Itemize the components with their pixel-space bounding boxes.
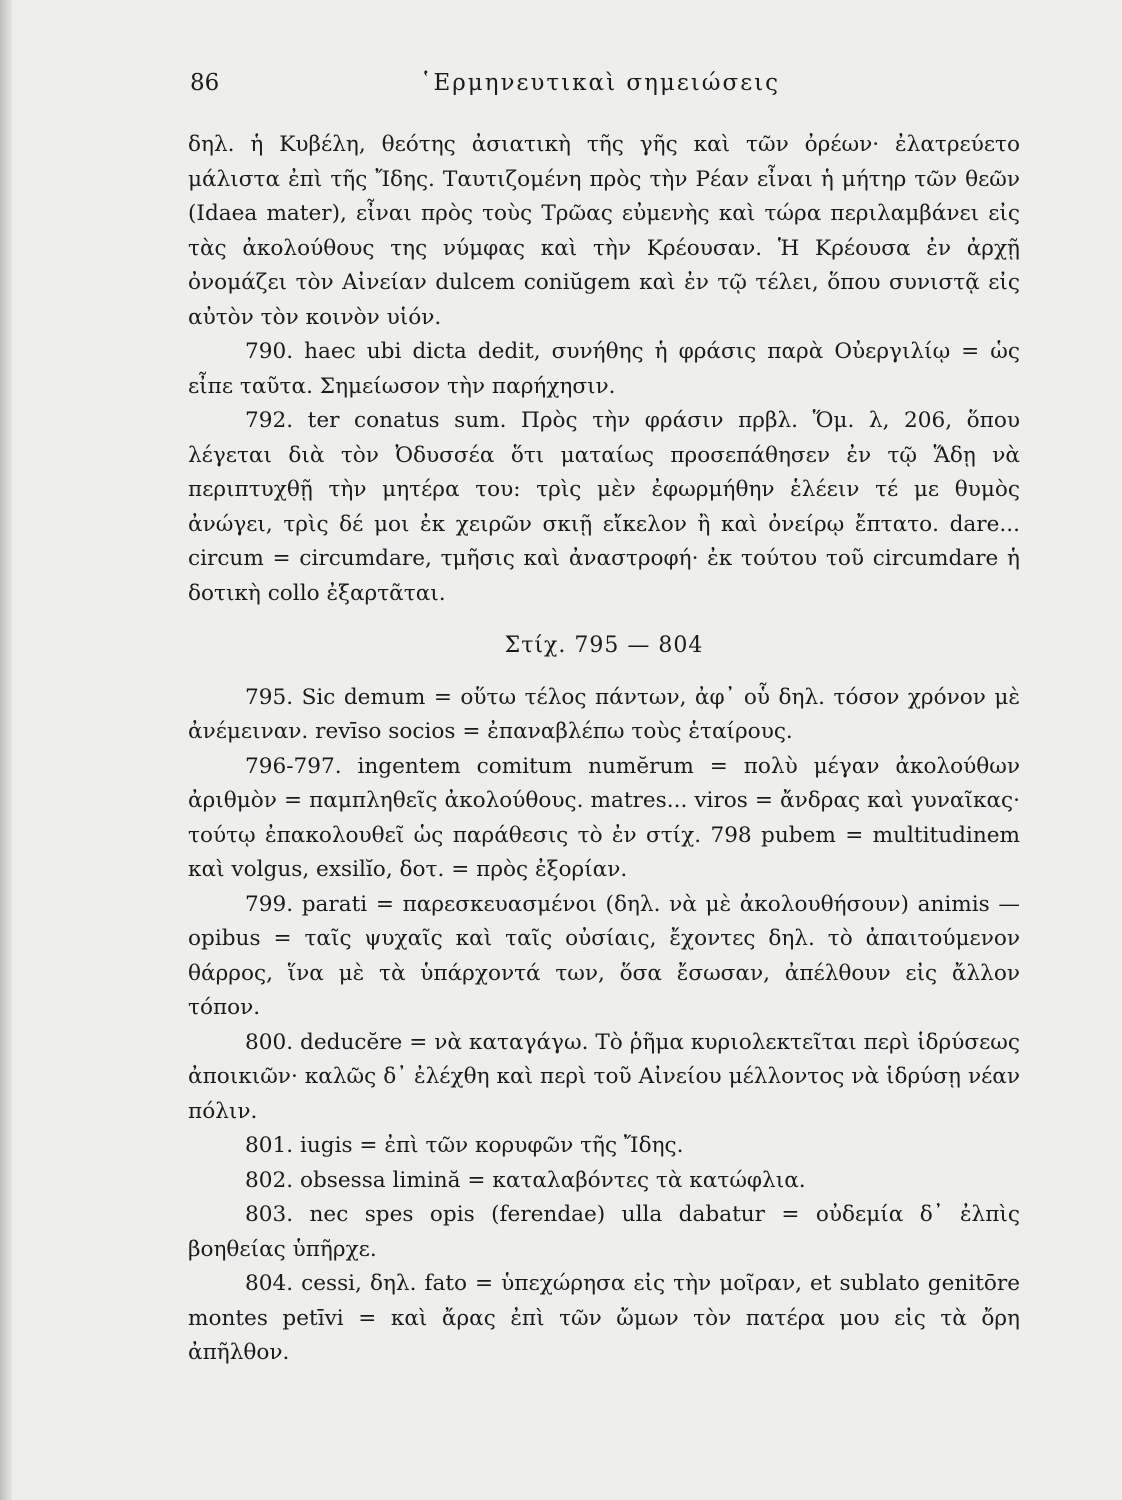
paragraph-note-795: 795. Sic demum = οὕτω τέλος πάντων, ἀφ᾽ οὗ δηλ. τόσον χρόνον μὲ ἀνέμειναν. revīso socios = ἐπαναβλέπω τοὺς ἑταίρους. (188, 684, 1020, 744)
page-binding-edge (0, 0, 12, 1500)
section-heading: Στίχ. 795 — 804 (504, 633, 704, 658)
running-title: ῾Ερμηνευτικαὶ σημειώσεις (420, 70, 781, 96)
paragraph-note-799: 799. parati = παρεσκευασμένοι (δηλ. νὰ μὲ ἀκολουθήσουν) animis — opibus = ταῖς ψυχαῖς καὶ ταῖς οὐσίαις, ἔχοντες δηλ. τὸ ἀπαιτούμενον θάρρος, ἵνα μὲ τὰ ὑπάρχοντά των, ὅσα ἔσωσαν, ἀπέλθουν εἰς ἄλλον τόπον. (188, 891, 1020, 1020)
page-body (188, 128, 1020, 1371)
paragraph-note-801: 801. iugis = ἐπὶ τῶν κορυφῶν τῆς Ἴδης. (245, 1133, 684, 1158)
paragraph-note-802: 802. obsessa limină = καταλαβόντες τὰ κατώφλια. (245, 1167, 806, 1193)
paragraph-note-796-797: 796-797. ingentem comitum numĕrum = πολὺ μέγαν ἀκολούθων ἀριθμὸν = παμπληθεῖς ἀκολούθους. matres... viros = ἄνδρας καὶ γυναῖκας· τούτῳ ἐπακολουθεῖ ὡς παράθεσις τὸ ἐν στίχ. 798 pubem = multitudinem καὶ volgus, exsilĭo, δοτ. = πρὸς ἐξορίαν. (188, 753, 1020, 882)
paragraph-note-803: 803. nec spes opis (ferendae) ulla dabatur = οὐδεμία δ᾽ ἐλπὶς βοηθείας ὑπῆρχε. (188, 1202, 1020, 1262)
paragraph-note-790: 790. haec ubi dicta dedit, συνήθης ἡ φράσις παρὰ Οὐεργιλίῳ = ὡς εἶπε ταῦτα. Σημείωσον τὴν παρήχησιν. (188, 339, 1020, 399)
paragraph-note-792: 792. ter conatus sum. Πρὸς τὴν φράσιν πρβλ. Ὅμ. λ, 206, ὅπου λέγεται διὰ τὸν Ὀδυσσέα ὅτι ματαίως προσεπάθησεν ἐν τῷ Ἅδῃ νὰ περιπτυχθῇ τὴν μητέρα του: τρὶς μὲν ἐφωρμήθην ἑλέειν τέ με θυμὸς ἀνώγει, τρὶς δέ μοι ἐκ χειρῶν σκιῇ εἴκελον ἢ καὶ ὀνείρῳ ἔπτατο. dare... circum = circumdare, τμῆσις καὶ ἀναστροφή· ἐκ τούτου τοῦ circumdare ἡ δοτικὴ collo ἐξαρτᾶται. (188, 408, 1020, 606)
paragraph-note-800: 800. deducĕre = νὰ καταγάγω. Τὸ ῥῆμα κυριολεκτεῖται περὶ ἱδρύσεως ἀποικιῶν· καλῶς δ᾽ ἐλέχθη καὶ περὶ τοῦ Αἰνείου μέλλοντος νὰ ἱδρύσῃ νέαν πόλιν. (188, 1029, 1020, 1124)
paragraph-note-804: 804. cessi, δηλ. fato = ὑπεχώρησα εἰς τὴν μοῖραν, et sublato genitōre montes petīvi = καὶ ἄρας ἐπὶ τῶν ὤμων τὸν πατέρα μου εἰς τὰ ὄρη ἀπῆλθον. (188, 1271, 1020, 1365)
paragraph-continuation: δηλ. ἡ Κυβέλη, θεότης ἀσιατικὴ τῆς γῆς καὶ τῶν ὀρέων· ἐλατρεύετο μάλιστα ἐπὶ τῆς Ἴδης. Ταυτιζομένη πρὸς τὴν Ρέαν εἶναι ἡ μήτηρ τῶν θεῶν (Idaea mater), εἶναι πρὸς τοὺς Τρῶας εὐμενὴς καὶ τώρα περιλαμβάνει εἰς τὰς ἀκολούθους της νύμφας καὶ τὴν Κρέουσαν. Ἡ Κρέουσα ἐν ἀρχῇ ὀνομάζει τὸν Αἰνείαν dulcem coniŭgem καὶ ἐν τῷ τέλει, ὅπου συνιστᾷ εἰς αὐτὸν τὸν κοινὸν υἱόν. (188, 132, 1020, 330)
page-header (190, 64, 1020, 104)
page-number: 86 (190, 70, 220, 96)
